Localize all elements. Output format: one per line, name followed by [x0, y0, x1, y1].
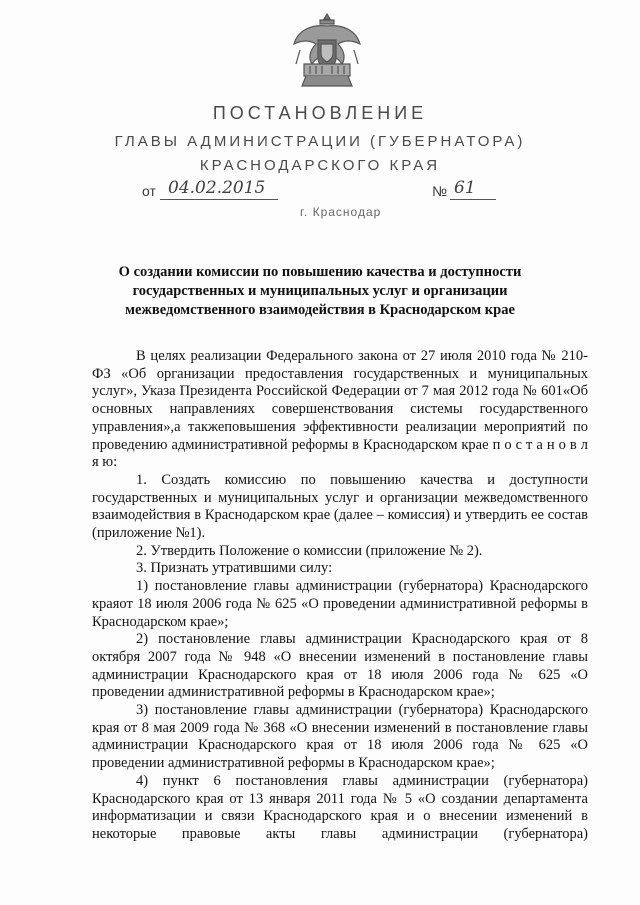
region-heading: КРАСНОДАРСКОГО КРАЯ	[199, 157, 441, 174]
clause-1: 1. Создать комиссию по повышению качества и доступности государственных и муниципальных услуг и организации межведомственного взаимодействия в Краснодарском крае (далее – комиссия) и утвердить ее состав (приложение №1).	[92, 471, 588, 542]
date-label: от	[142, 183, 156, 199]
issuing-authority-heading: ГЛАВЫ АДМИНИСТРАЦИИ (ГУБЕРНАТОРА)	[114, 133, 526, 150]
document-type-heading: ПОСТАНОВЛЕНИЕ	[212, 103, 428, 123]
number-label: №	[432, 183, 448, 199]
number-underline	[450, 199, 496, 200]
handwritten-date: 04.02.2015	[168, 178, 266, 198]
document-body	[92, 348, 588, 844]
clause-3: 3. Признать утратившими силу:	[136, 560, 333, 577]
handwritten-number: 61	[454, 178, 476, 198]
document-title: О создании комиссии по повышению качества и доступности государственных и муниципальных услуг и организации межведомственного взаимодействия в Краснодарском крае	[118, 264, 522, 318]
repealed-item-2: 2) постановление главы администрации Краснодарского края от 8 октября 2007 года № 948 «О внесении изменений в постановление главы администрации Краснодарского края от 18 июля 2006 года № 625 «О проведении административной реформы в Краснодарском крае»;	[92, 631, 588, 701]
repealed-item-3: 3) постановление главы администрации (губернатора) Краснодарского края от 8 мая 2009 года № 368 «О внесении изменений в постановление главы администрации Краснодарского края от 18 июля 2006 года № 625 «О проведении административной реформы в Краснодарском крае»;	[92, 702, 588, 772]
city-label: г. Краснодар	[300, 205, 382, 219]
preamble-paragraph: В целях реализации Федерального закона от 27 июля 2010 года № 210-ФЗ «Об организации предоставления государственных и муниципальных услуг», Указа Президента Российской Федерации от 7 мая 2012 года № 601«Об основных направлениях совершенствования системы государственного управления»,а такжеповышения эффективности реализации мероприятий по проведению административной реформы в Краснодарском крае п о с т а н о в л я ю:	[92, 348, 588, 471]
date-underline	[160, 199, 278, 200]
repealed-item-4: 4) пункт 6 постановления главы администрации (губернатора) Краснодарского края от 13 января 2011 года № 5 «О создании департамента информатизации и связи Краснодарского края и о внесении изменений в некоторые правовые акты главы администрации (губернатора)	[92, 772, 588, 842]
coat-of-arms-emblem	[290, 10, 364, 92]
clause-2: 2. Утвердить Положение о комиссии (приложение № 2).	[136, 542, 483, 559]
repealed-item-1: 1) постановление главы администрации (губернатора) Краснодарского краяот 18 июля 2006 года № 625 «О проведении административной реформы в Краснодарском крае»;	[92, 578, 588, 630]
